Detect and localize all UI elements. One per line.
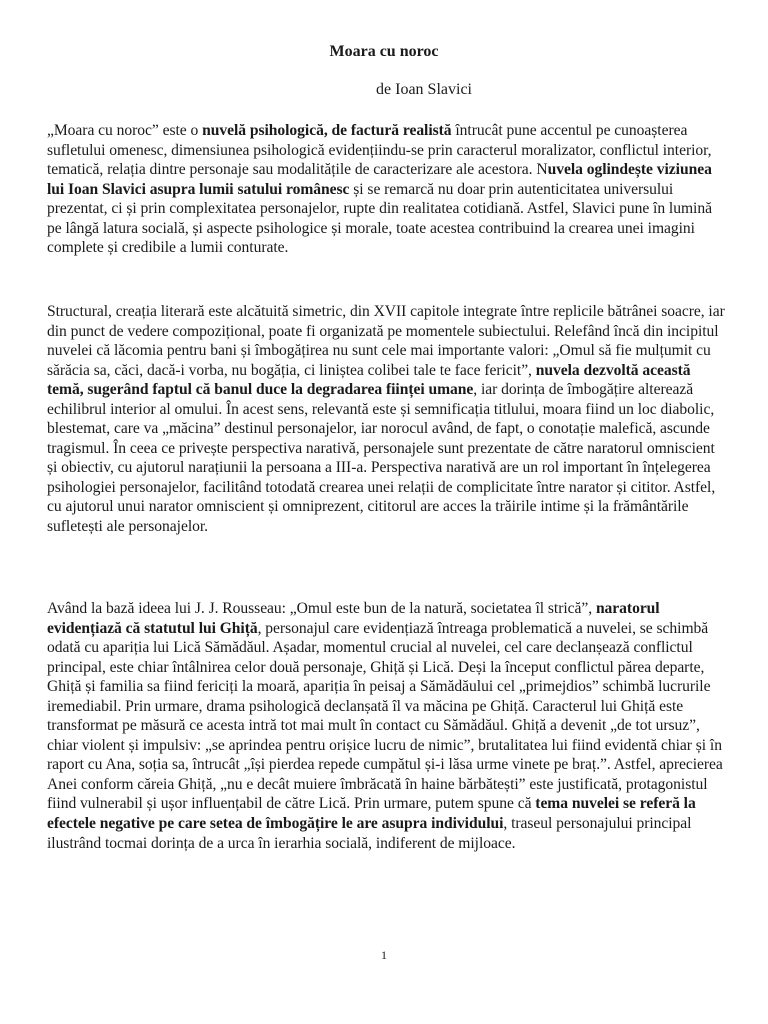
text-segment: Având la bază ideea lui J. J. Rousseau: „Omul este bun de la natură, societatea îl strică”, bbox=[47, 600, 596, 617]
paragraph-structure bbox=[47, 302, 727, 537]
document-title: Moara cu noroc bbox=[329, 43, 439, 60]
bold-text-segment: nuvelă psihologică, de factură realistă bbox=[202, 122, 452, 139]
paragraph-intro bbox=[47, 121, 727, 258]
text-segment: „Moara cu noroc” este o bbox=[47, 122, 203, 139]
text-segment: , personajul care evidențiază întreaga problematică a nuvelei, se schimbă odată cu apariția lui Lică Sămădăul. Așadar, momentul crucial al nuvelei, cel care declanșează conflictul principal, este chiar întâlnirea celor două personaje, Ghiță și Lică. Deși la început conflictul părea departe, Ghiță și familia sa fiind fericiți la moară, apariția în peisaj a Sămădăului cel „primejdios” schimbă lucrurile iremediabil. Prin urmare, drama psihologică declanșată îl va măcina pe Ghiță. Caracterul lui Ghiță este transformat pe măsură ce acesta intră tot mai mult în contact cu Sămădăul. Ghiță a devenit „de tot ursuz”, chiar violent și impulsiv: „se aprindea pentru orișice lucru de nimic”, brutalitatea lui fiind evidentă chiar și în raport cu Ana, soția sa, întrucât „își pierdea repede cumpătul și-i lăsa urme vinete pe braț.”. Astfel, aprecierea Anei conform căreia Ghiță, „nu e decât muiere îmbrăcată în haine bărbătești” este justificată, protagonistul fiind vulnerabil și ușor influențabil de către Lică. Prin urmare, putem spune că bbox=[47, 619, 723, 813]
text-segment: întrucât pune accentul pe cunoașterea sufletului omenesc, dimensiunea psihologică evidențiindu-se prin caracterul moralizator, conflictul interior, tematică, relația dintre personaje sau modalitățile de caracterizare ale acestora. N bbox=[47, 122, 712, 179]
text-segment: Structural, creația literară este alcătuită simetric, din XVII capitole integrate între replicile bătrânei soacre, iar din punct de vedere compozițional, poate fi organizată pe momentele subiectului. Relefând încă din incipitul nuvelei că lăcomia pentru bani și îmbogățirea nu sunt cele mai importante valori: „Omul să fie mulțumit cu sărăcia sa, căci, dacă-i vorba, nu bogăția, ci liniștea colibei tale te face fericit”, bbox=[47, 303, 725, 379]
bold-text-segment: nuvela dezvoltă această temă, sugerând faptul că banul duce la degradarea ființei umane bbox=[47, 361, 691, 399]
bold-text-segment: uvela oglindește viziunea lui Ioan Slavici asupra lumii satului românesc bbox=[47, 161, 712, 198]
text-segment: , iar dorința de îmbogățire alterează echilibrul interior al omului. În acest sens, relevantă este și semnificația titlului, moara fiind un loc diabolic, blestemat, care va „măcina” destinul personajelor, iar norocul având, de fapt, o conotație malefică, ascunde tragismul. În ceea ce privește perspectiva narativă, personajele sunt prezentate de către naratorul omniscient și obiectiv, cu ajutorul narațiunii la persoana a III-a. Perspectiva narativă are un rol important în înțelegerea psihologiei personajelor, facilitând totodată crearea unei relații de complicitate între narator și cititor. Astfel, cu ajutorul unui narator omniscient și omniprezent, cititorul are acces la trăirile intime și la frământările sufletești ale personajelor. bbox=[47, 381, 716, 536]
text-segment: , traseul personajului principal ilustrând tocmai dorința de a urca în ierarhia socială, indiferent de mijloace. bbox=[47, 815, 692, 852]
page-number: 1 bbox=[381, 948, 387, 962]
paragraph-character bbox=[47, 599, 727, 853]
bold-text-segment: naratorul evidențiază că statutul lui Ghiță bbox=[47, 600, 660, 637]
document-author: de Ioan Slavici bbox=[376, 81, 472, 98]
text-segment: și se remarcă nu doar prin autenticitatea universului prezentat, ci și prin complexitatea personajelor, rupte din realitatea cotidiană. Astfel, Slavici pune în lumină pe lângă latura socială, și aspecte psihologice și morale, toate acestea contribuind la crearea unei imagini complete și credibile a lumii conturate. bbox=[47, 180, 712, 257]
bold-text-segment: tema nuvelei se referă la efectele negative pe care setea de îmbogățire le are asupra individului bbox=[47, 795, 696, 833]
